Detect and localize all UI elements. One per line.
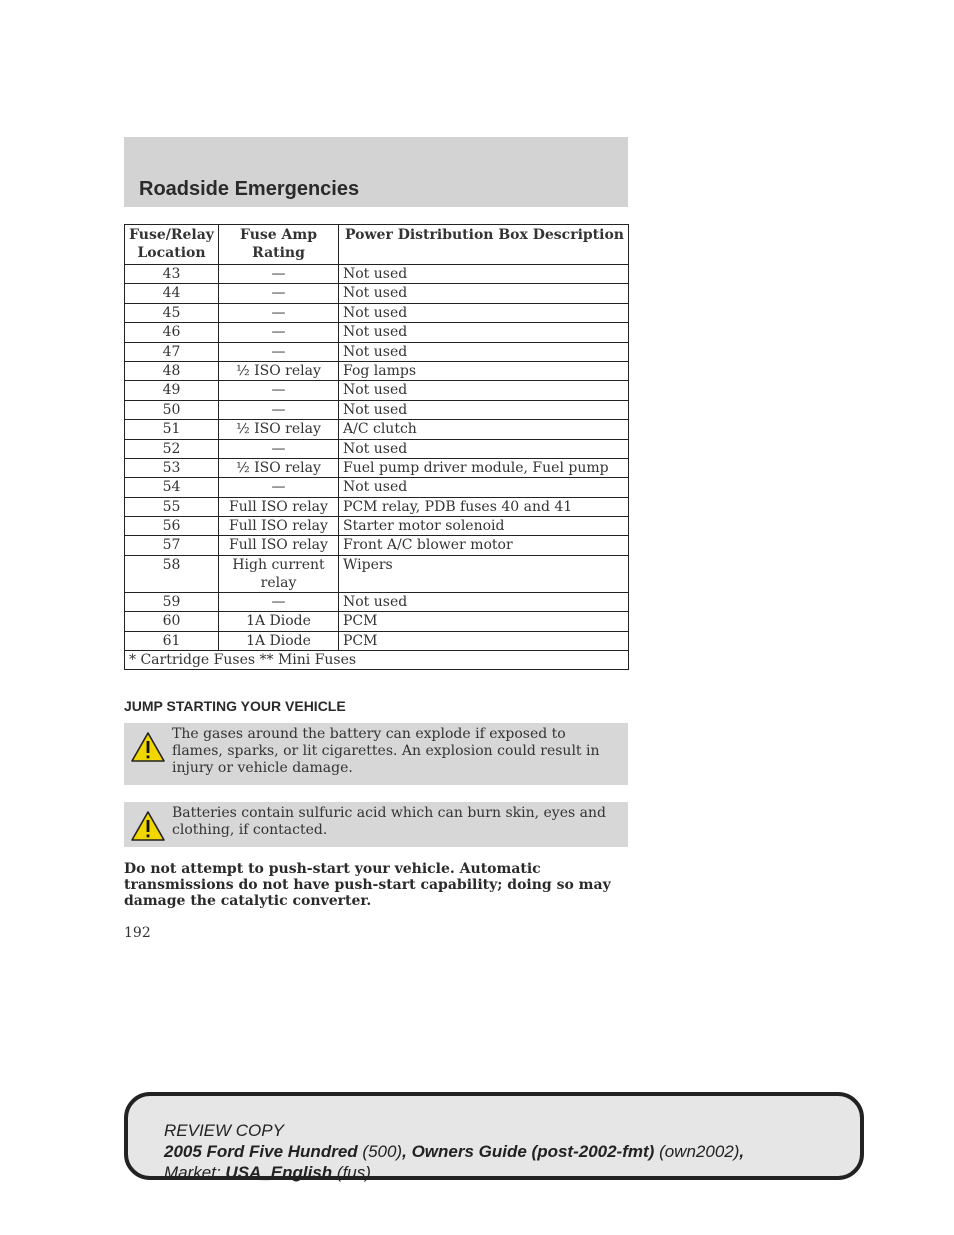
cell-description: Not used — [339, 342, 629, 361]
warning-text: Batteries contain sulfuric acid which can burn skin, eyes and clothing, if contacted. — [172, 805, 606, 838]
fuse-table — [124, 224, 629, 670]
cell-location: 55 — [125, 497, 219, 516]
header-band — [124, 137, 628, 207]
cell-location: 44 — [125, 284, 219, 303]
table-row — [125, 497, 629, 516]
table-row — [125, 631, 629, 650]
table-footnote: * Cartridge Fuses ** Mini Fuses — [125, 651, 629, 670]
table-row — [125, 517, 629, 536]
table-row — [125, 592, 629, 611]
cell-description: A/C clutch — [339, 420, 629, 439]
cell-description: Not used — [339, 265, 629, 284]
table-row — [125, 303, 629, 322]
table-row — [125, 612, 629, 631]
cell-rating: — — [219, 592, 339, 611]
cell-description: Fog lamps — [339, 361, 629, 380]
cell-description: Not used — [339, 303, 629, 322]
table-row — [125, 555, 629, 592]
page-title: Roadside Emergencies — [139, 178, 360, 200]
cell-rating: — — [219, 342, 339, 361]
cell-rating: — — [219, 381, 339, 400]
cell-location: 51 — [125, 420, 219, 439]
warning-triangle-icon — [130, 809, 166, 843]
warning-triangle-icon — [130, 730, 166, 764]
cell-location: 58 — [125, 555, 219, 592]
table-row — [125, 458, 629, 477]
cell-description: Wipers — [339, 555, 629, 592]
cell-rating: ½ ISO relay — [219, 458, 339, 477]
cell-rating: 1A Diode — [219, 612, 339, 631]
footer-review-label: REVIEW COPY — [164, 1121, 284, 1140]
header-rating: Fuse Amp Rating — [219, 225, 339, 265]
cell-description: Starter motor solenoid — [339, 517, 629, 536]
cell-rating: Full ISO relay — [219, 536, 339, 555]
cell-location: 47 — [125, 342, 219, 361]
cell-location: 49 — [125, 381, 219, 400]
table-header-row — [125, 225, 629, 265]
cell-location: 52 — [125, 439, 219, 458]
cell-rating: ½ ISO relay — [219, 361, 339, 380]
cell-description: Not used — [339, 323, 629, 342]
cell-rating: — — [219, 323, 339, 342]
table-row — [125, 478, 629, 497]
cell-rating: — — [219, 265, 339, 284]
warning-text: The gases around the battery can explode if exposed to flames, sparks, or lit cigarettes. An explosion could result in injury or vehicle damage. — [172, 726, 600, 776]
cell-location: 46 — [125, 323, 219, 342]
cell-location: 59 — [125, 592, 219, 611]
header-description: Power Distribution Box Description — [339, 225, 629, 265]
cell-description: Not used — [339, 478, 629, 497]
header-location: Fuse/Relay Location — [125, 225, 219, 265]
cell-description: Not used — [339, 284, 629, 303]
cell-rating: — — [219, 303, 339, 322]
table-row — [125, 400, 629, 419]
push-start-note: Do not attempt to push-start your vehicle. Automatic transmissions do not have push-start capability; doing so may damage the catalytic converter. — [124, 861, 611, 909]
cell-rating: — — [219, 478, 339, 497]
table-row — [125, 323, 629, 342]
table-row — [125, 284, 629, 303]
table-footnote-row — [125, 651, 629, 670]
cell-description: Not used — [339, 592, 629, 611]
cell-rating: — — [219, 439, 339, 458]
table-row — [125, 361, 629, 380]
table-row — [125, 381, 629, 400]
cell-location: 56 — [125, 517, 219, 536]
cell-rating: Full ISO relay — [219, 517, 339, 536]
section-heading: JUMP STARTING YOUR VEHICLE — [124, 698, 346, 714]
cell-location: 48 — [125, 361, 219, 380]
cell-location: 43 — [125, 265, 219, 284]
cell-location: 50 — [125, 400, 219, 419]
review-footer — [124, 1092, 864, 1180]
cell-location: 54 — [125, 478, 219, 497]
table-row — [125, 420, 629, 439]
cell-description: PCM — [339, 631, 629, 650]
cell-rating: 1A Diode — [219, 631, 339, 650]
page-number: 192 — [124, 925, 151, 941]
cell-description: Fuel pump driver module, Fuel pump — [339, 458, 629, 477]
footer-market-line: Market: USA_English (fus) — [164, 1163, 371, 1182]
cell-rating: ½ ISO relay — [219, 420, 339, 439]
cell-description: PCM relay, PDB fuses 40 and 41 — [339, 497, 629, 516]
cell-location: 53 — [125, 458, 219, 477]
footer-vehicle-line: 2005 Ford Five Hundred (500), Owners Guide (post-2002-fmt) (own2002), — [164, 1142, 745, 1161]
cell-description: Not used — [339, 400, 629, 419]
table-row — [125, 536, 629, 555]
warning-box-acid — [124, 802, 628, 847]
cell-description: Not used — [339, 439, 629, 458]
cell-location: 45 — [125, 303, 219, 322]
cell-description: Front A/C blower motor — [339, 536, 629, 555]
cell-description: Not used — [339, 381, 629, 400]
cell-location: 60 — [125, 612, 219, 631]
cell-description: PCM — [339, 612, 629, 631]
cell-rating: High current relay — [219, 555, 339, 592]
cell-rating: Full ISO relay — [219, 497, 339, 516]
table-row — [125, 342, 629, 361]
table-row — [125, 265, 629, 284]
cell-location: 61 — [125, 631, 219, 650]
cell-rating: — — [219, 284, 339, 303]
table-row — [125, 439, 629, 458]
cell-location: 57 — [125, 536, 219, 555]
cell-rating: — — [219, 400, 339, 419]
warning-box-explosion — [124, 723, 628, 785]
